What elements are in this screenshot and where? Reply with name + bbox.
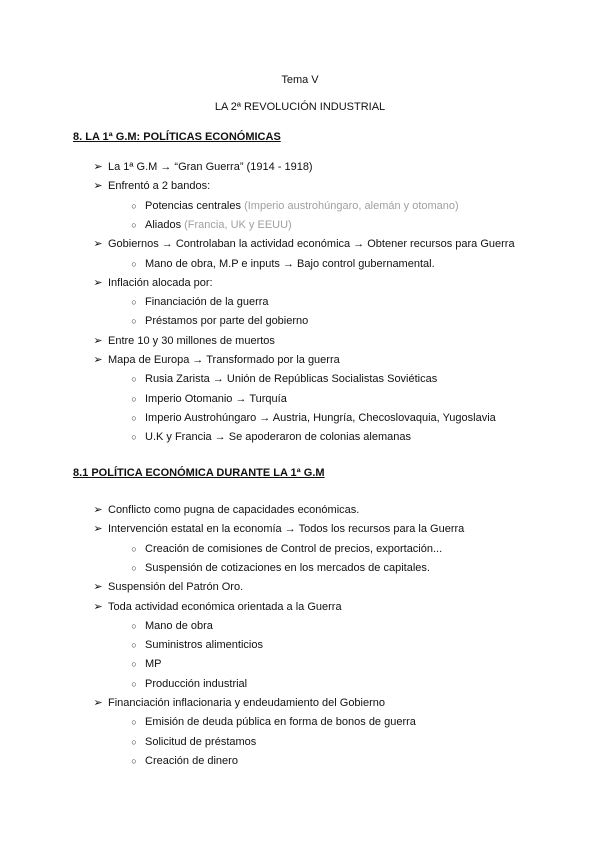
list-item-text: Entre 10 y 30 millones de muertos — [108, 334, 275, 347]
circle-bullet-icon: ○ — [131, 717, 137, 728]
sub-list-item — [0, 714, 600, 730]
list-item-text: Gobiernos → Controlaban la actividad económica → Obtener recursos para Guerra — [108, 238, 515, 251]
sub-item-main: Emisión de deuda pública en forma de bonos de guerra — [145, 716, 416, 729]
sub-item-main: Imperio Otomanio → Turquía — [145, 392, 287, 405]
sub-list-item — [0, 676, 600, 692]
circle-bullet-icon: ○ — [131, 412, 137, 423]
sub-item-main: Aliados — [145, 218, 182, 231]
sub-item-text — [145, 656, 162, 672]
arrow-bullet-icon: ➢ — [93, 354, 103, 366]
sub-item-main: MP — [145, 658, 162, 671]
arrow-bullet-icon: ➢ — [93, 161, 103, 173]
sub-item-text — [145, 391, 287, 407]
list-item — [0, 178, 600, 194]
arrow-bullet-icon: ➢ — [93, 238, 103, 251]
sub-list-item — [0, 734, 600, 750]
sub-item-main: Suspensión de cotizaciones en los mercados de capitales. — [145, 561, 430, 574]
sub-item-main: Préstamos por parte del gobierno — [145, 315, 309, 328]
list-item-text: Financiación inflacionaria y endeudamiento del Gobierno — [108, 697, 386, 709]
sub-item-main: Solicitud de préstamos — [145, 735, 257, 748]
section-heading-1: 8. LA 1ª G.M: POLÍTICAS ECONÓMICAS — [73, 131, 281, 143]
sub-list-item — [0, 371, 600, 387]
list-item — [0, 599, 600, 615]
sub-item-note: (Imperio austrohúngaro, alemán y otomano) — [244, 199, 459, 212]
circle-bullet-icon: ○ — [131, 374, 137, 385]
sub-list-item — [0, 294, 600, 310]
sub-item-text — [145, 294, 269, 310]
arrow-bullet-icon: ➢ — [93, 276, 103, 289]
list-item — [0, 695, 600, 711]
sub-item-text — [145, 256, 435, 272]
list-item-text: Suspensión del Patrón Oro. — [108, 581, 244, 594]
sub-item-text — [145, 371, 437, 387]
arrow-bullet-icon: ➢ — [93, 581, 103, 594]
sub-list-item — [0, 618, 600, 634]
circle-bullet-icon: ○ — [131, 620, 137, 631]
sub-list-item — [0, 753, 600, 769]
sub-item-text — [145, 734, 256, 750]
list-item-text: Inflación alocada por: — [108, 276, 213, 289]
circle-bullet-icon: ○ — [131, 736, 137, 747]
sub-list-item — [0, 656, 600, 672]
sub-list-item — [0, 198, 600, 214]
sub-item-text — [145, 753, 238, 769]
circle-bullet-icon: ○ — [131, 219, 137, 230]
arrow-bullet-icon: ➢ — [93, 180, 103, 193]
list-item-text: Toda actividad económica orientada a la Guerra — [108, 600, 342, 613]
sub-item-main: Creación de dinero — [145, 754, 238, 767]
section-heading-2: 8.1 POLÍTICA ECONÓMICA DURANTE LA 1ª G.M — [73, 467, 325, 479]
list-item-text: Enfrentó a 2 bandos: — [108, 180, 211, 193]
circle-bullet-icon: ○ — [131, 316, 137, 327]
list-item-text: Intervención estatal en la economía → Todos los recursos para la Guerra — [108, 523, 465, 536]
list-item — [0, 521, 600, 537]
circle-bullet-icon: ○ — [131, 200, 137, 211]
arrow-bullet-icon: ➢ — [93, 504, 103, 516]
list-item — [0, 275, 600, 291]
sub-item-main: Financiación de la guerra — [145, 296, 269, 309]
circle-bullet-icon: ○ — [131, 393, 137, 404]
sub-item-text — [145, 429, 411, 445]
sub-list-item — [0, 410, 600, 426]
sub-item-note: (Francia, UK y EEUU) — [184, 218, 292, 231]
sub-item-main: U.K y Francia → Se apoderaron de colonias alemanas — [145, 431, 411, 444]
list-item-text: Mapa de Europa → Transformado por la guerra — [108, 354, 340, 366]
list-item — [0, 502, 600, 518]
sub-item-main: Producción industrial — [145, 677, 248, 690]
sub-item-main: Suministros alimenticios — [145, 639, 263, 652]
circle-bullet-icon: ○ — [131, 659, 137, 670]
sub-item-main: Potencias centrales — [145, 199, 241, 212]
sub-item-text — [145, 313, 308, 329]
circle-bullet-icon: ○ — [131, 678, 137, 689]
list-item — [0, 236, 600, 252]
arrow-bullet-icon: ➢ — [93, 600, 103, 613]
list-item-text: La 1ª G.M → “Gran Guerra” (1914 - 1918) — [108, 161, 313, 173]
sub-list-item — [0, 391, 600, 407]
list-item — [0, 333, 600, 349]
sub-item-main: Mano de obra — [145, 619, 213, 632]
sub-item-main: Imperio Austrohúngaro → Austria, Hungría, Checoslovaquia, Yugoslavia — [145, 411, 496, 424]
list-item — [0, 159, 600, 175]
document-title: LA 2ª REVOLUCIÓN INDUSTRIAL — [214, 101, 386, 113]
list-item — [0, 352, 600, 368]
sub-item-text — [145, 560, 430, 576]
sub-item-main: Creación de comisiones de Control de precios, exportación... — [145, 542, 443, 555]
sub-list-item — [0, 429, 600, 445]
circle-bullet-icon: ○ — [131, 297, 137, 308]
sub-list-item — [0, 313, 600, 329]
sub-item-text — [145, 217, 292, 233]
sub-list-item — [0, 217, 600, 233]
arrow-bullet-icon: ➢ — [93, 523, 103, 536]
circle-bullet-icon: ○ — [131, 755, 137, 766]
sub-item-text — [145, 198, 459, 214]
circle-bullet-icon: ○ — [131, 258, 137, 269]
sub-item-text — [145, 714, 416, 730]
circle-bullet-icon: ○ — [131, 640, 137, 651]
sub-item-text — [145, 541, 442, 557]
arrow-bullet-icon: ➢ — [93, 697, 103, 709]
sub-list-item — [0, 560, 600, 576]
topic-label: Tema V — [281, 74, 319, 86]
circle-bullet-icon: ○ — [131, 562, 137, 573]
circle-bullet-icon: ○ — [131, 543, 137, 554]
sub-list-item — [0, 637, 600, 653]
sub-item-text — [145, 637, 263, 653]
list-item-text: Conflicto como pugna de capacidades económicas. — [108, 504, 360, 516]
sub-item-text — [145, 676, 247, 692]
circle-bullet-icon: ○ — [131, 432, 137, 443]
sub-item-main: Rusia Zarista → Unión de Repúblicas Socialistas Soviéticas — [145, 373, 438, 386]
list-item — [0, 579, 600, 595]
sub-item-text — [145, 410, 496, 426]
arrow-bullet-icon: ➢ — [93, 334, 103, 347]
sub-list-item — [0, 256, 600, 272]
sub-list-item — [0, 541, 600, 557]
sub-item-main: Mano de obra, M.P e inputs → Bajo control gubernamental. — [145, 257, 435, 270]
sub-item-text — [145, 618, 213, 634]
